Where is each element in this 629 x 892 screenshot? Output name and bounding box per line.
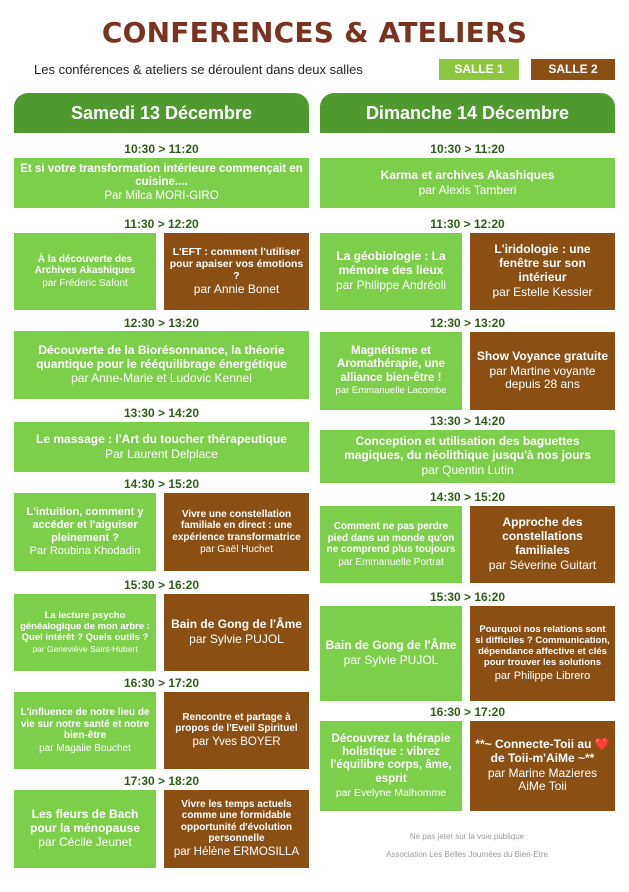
event-title: Bain de Gong de l'Âme xyxy=(171,617,302,632)
event-title: La lecture psycho généalogique de mon arbre : Quel intérêt ? Quels outils ? xyxy=(20,609,150,643)
event-title: Découverte de la Biorésonnance, la théorie quantique pour le rééquilibrage énergétique xyxy=(36,342,287,371)
time-slot: 15:30 > 16:20 xyxy=(429,590,506,604)
time-slot: 15:30 > 16:20 xyxy=(123,578,200,592)
event-card xyxy=(320,430,615,483)
event-title: À la découverte des Archives Akashiques xyxy=(34,253,136,277)
event-card xyxy=(320,506,462,583)
event-card xyxy=(164,790,309,868)
event-title: Approche des constellations familiales xyxy=(502,515,583,557)
event-presenter: Par Laurent Delplace xyxy=(105,446,218,461)
event-presenter: par Martine voyante depuis 28 ans xyxy=(489,363,596,392)
event-title: Pourquoi nos relations sont si difficiles ? Communication, dépendance affective et clés pour trouver les solutions xyxy=(475,623,610,668)
event-card xyxy=(470,721,615,811)
event-title: L'intuition, comment y accéder et l'aiguiser pleinement ? xyxy=(26,506,144,544)
event-card xyxy=(470,332,615,410)
event-presenter: par Hélène ERMOSILLA xyxy=(173,845,300,858)
event-card xyxy=(14,233,156,310)
time-slot: 14:30 > 15:20 xyxy=(123,477,200,491)
event-presenter: par Emmanuelle Lacombe xyxy=(335,384,447,396)
room-2-badge: SALLE 2 xyxy=(531,59,615,80)
event-presenter: par Sylvie PUJOL xyxy=(343,653,439,667)
event-card xyxy=(470,233,615,310)
event-presenter: par Emmanuelle Portrat xyxy=(338,556,444,568)
event-presenter: par Philippe Librero xyxy=(494,669,591,682)
event-title: Comment ne pas perdre pied dans un monde qu'on ne comprend plus toujours xyxy=(326,521,456,555)
event-title: Les fleurs de Bach pour la ménopause xyxy=(29,806,141,835)
event-presenter: par Estelle Kessler xyxy=(492,284,593,299)
time-slot: 17:30 > 18:20 xyxy=(123,774,200,788)
event-card xyxy=(164,692,309,769)
event-card xyxy=(14,158,309,208)
event-title: Magnétisme et Aromathérapie, une alliance bien-être ! xyxy=(337,345,445,384)
saturday-header: Samedi 13 Décembre xyxy=(14,93,309,133)
event-presenter: par Fréderic Safont xyxy=(42,277,128,289)
event-title: Et si votre transformation intérieure commençait en cuisine.... xyxy=(20,162,303,188)
event-title: **~ Connecte-Toii au ❤️ de Toii-m'AiMe ~** xyxy=(475,736,610,765)
event-title: Karma et archives Akashiques xyxy=(380,167,555,182)
event-presenter: Par Milca MORI-GIRO xyxy=(104,190,219,203)
time-slot: 16:30 > 17:20 xyxy=(429,705,506,719)
event-presenter: par Cécile Jeunet xyxy=(38,835,132,850)
footer-association: Association Les Belles Journées du Bien-Etre xyxy=(386,850,548,859)
event-card xyxy=(320,233,462,310)
time-slot: 13:30 > 14:20 xyxy=(123,406,200,420)
event-presenter: par Alexis Tamberi xyxy=(418,182,517,197)
event-card xyxy=(320,158,615,208)
event-presenter: par Annie Bonet xyxy=(193,282,280,297)
time-slot: 14:30 > 15:20 xyxy=(429,490,506,504)
time-slot: 13:30 > 14:20 xyxy=(429,414,506,428)
event-presenter: par Marine Mazieres AiMe Toii xyxy=(487,765,598,794)
event-presenter: par Séverine Guitart xyxy=(488,557,597,572)
event-title: Le massage : l'Art du toucher thérapeutique xyxy=(36,431,287,446)
event-title: Rencontre et partage à propos de l'Eveil Spirituel xyxy=(175,711,298,735)
event-card xyxy=(320,721,462,811)
event-title: Découvrez la thérapie holistique : vibrez l'équilibre corps, âme, esprit xyxy=(330,733,452,785)
event-presenter: par Quentin Lutin xyxy=(421,462,514,477)
event-title: Vivre une constellation familiale en direct : une expérience transformatrice xyxy=(172,508,301,543)
time-slot: 10:30 > 11:20 xyxy=(124,142,199,156)
time-slot: 12:30 > 13:20 xyxy=(429,316,506,330)
event-presenter: par Gaël Huchet xyxy=(200,544,273,555)
time-slot: 12:30 > 13:20 xyxy=(123,316,200,330)
event-card xyxy=(14,594,156,671)
event-card xyxy=(164,493,309,571)
event-card xyxy=(470,606,615,701)
event-presenter: par Sylvie PUJOL xyxy=(189,632,284,646)
event-title: L'EFT : comment l'utiliser pour apaiser vos émotions ? xyxy=(169,246,304,283)
event-presenter: par Yves BOYER xyxy=(192,735,281,748)
event-title: Conception et utilisation des baguettes magiques, du néolithique jusqu'à nos jours xyxy=(344,434,591,463)
event-card xyxy=(14,331,309,399)
event-card xyxy=(320,606,462,701)
event-presenter: Par Roubina Khodadin xyxy=(29,545,141,558)
event-title: La géobiologie : La mémoire des lieux xyxy=(336,249,446,278)
time-slot: 10:30 > 11:20 xyxy=(430,142,505,156)
event-card xyxy=(14,493,156,571)
time-slot: 11:30 > 12:20 xyxy=(124,217,199,231)
page-title: CONFERENCES & ATELIERS xyxy=(101,16,528,49)
event-title: L'influence de notre lieu de vie sur notre santé et notre bien-être xyxy=(20,707,150,741)
event-title: Show Voyance gratuite xyxy=(476,348,609,363)
event-card xyxy=(164,594,309,671)
event-presenter: par Philippe Andréoli xyxy=(335,277,447,292)
event-card xyxy=(14,692,156,769)
event-title: Bain de Gong de l'Âme xyxy=(325,638,457,653)
event-card xyxy=(320,332,462,410)
event-card xyxy=(14,790,156,868)
event-presenter: par Anne-Marie et Ludovic Kennel xyxy=(71,371,252,386)
event-presenter: par Evelyne Malhomme xyxy=(335,786,447,799)
subtitle: Les conférences & ateliers se déroulent dans deux salles xyxy=(34,62,363,77)
room-1-badge: SALLE 1 xyxy=(439,59,519,80)
event-presenter: par Magalie Bouchet xyxy=(39,742,131,754)
footer-notice: Ne pas jeter sur la voie publique xyxy=(409,832,525,841)
event-card xyxy=(14,422,309,472)
time-slot: 16:30 > 17:20 xyxy=(123,676,200,690)
event-card xyxy=(470,506,615,583)
time-slot: 11:30 > 12:20 xyxy=(430,217,505,231)
sunday-header: Dimanche 14 Décembre xyxy=(320,93,615,133)
event-title: L'iridologie : une fenêtre sur son intérieur xyxy=(494,242,591,284)
event-presenter: par Geneviève Saint-Hubert xyxy=(32,643,138,654)
event-title: Vivre les temps actuels comme une formidable opportunité d'évolution personnelle xyxy=(180,798,293,845)
event-card xyxy=(164,233,309,310)
